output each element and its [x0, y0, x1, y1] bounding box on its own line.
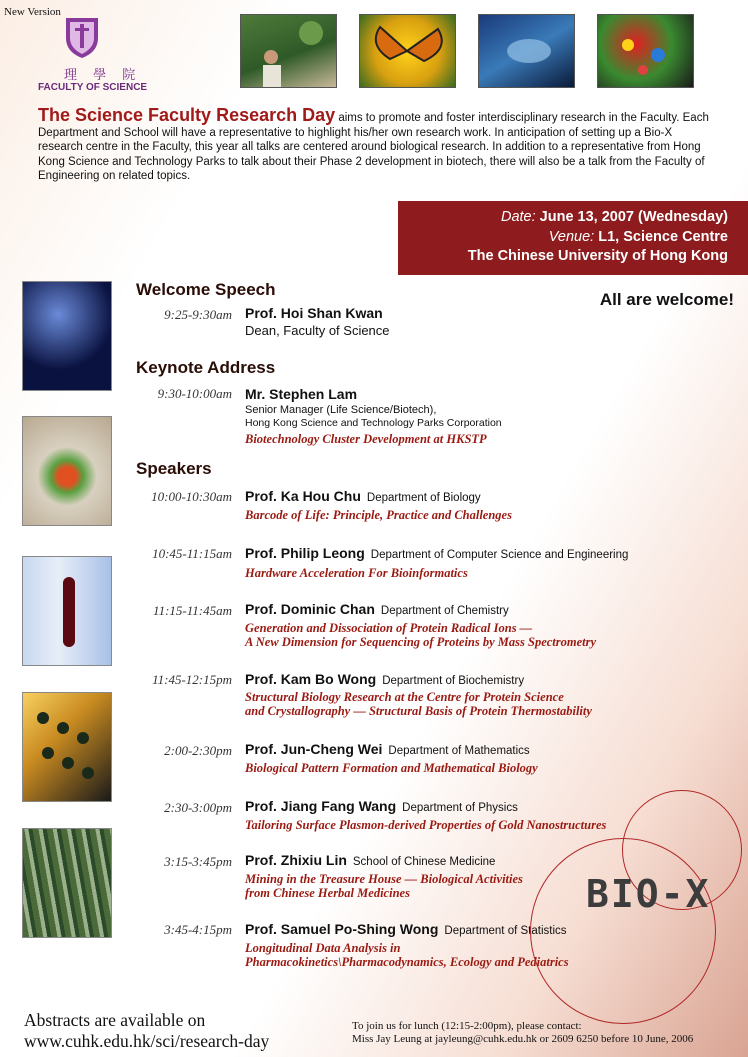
keynote-speaker-name: Mr. Stephen Lam — [245, 386, 358, 402]
crest-chinese-text: 理 學 院 — [64, 68, 142, 83]
talk-title-line2: and Crystallography — Structural Basis of Protein Thermostability — [245, 704, 592, 718]
date-label: Date: — [500, 209, 536, 225]
speaker-department: Department of Computer Science and Engineering — [370, 549, 629, 561]
venue-label: Venue: — [548, 229, 595, 245]
talk-title-line1: Generation and Dissociation of Protein Radical Ions — — [245, 621, 533, 635]
speaker-name-text: Prof. Dominic Chan — [245, 601, 375, 617]
welcome-speech-heading: Welcome Speech — [136, 280, 276, 299]
speaker-time: 11:45-12:15pm — [152, 672, 232, 687]
lunch-contact — [352, 1020, 693, 1046]
venue-row — [549, 229, 728, 245]
speaker-time: 3:45-4:15pm — [164, 922, 232, 937]
speaker-name-text: Prof. Philip Leong — [245, 545, 365, 561]
intro-lead: The Science Faculty Research Day — [38, 105, 336, 125]
speaker-name — [245, 671, 524, 687]
date-value: June 13, 2007 (Wednesday) — [539, 209, 728, 225]
speaker-time: 11:15-11:45am — [153, 603, 232, 618]
talk-title-line2: Pharmacokinetics\Pharmacodynamics, Ecology and Pediatrics — [245, 955, 569, 969]
greenhouse-photo — [240, 14, 337, 88]
biox-logo: BIO-X — [586, 872, 711, 916]
abstracts-line1: Abstracts are available on — [24, 1010, 206, 1030]
speaker-department: Department of Biology — [366, 492, 481, 504]
speaker-name-text: Prof. Kam Bo Wong — [245, 671, 377, 687]
speaker-name — [245, 852, 495, 868]
speaker-time: 2:00-2:30pm — [164, 743, 232, 758]
keynote-role-line2: Hong Kong Science and Technology Parks Corporation — [245, 417, 502, 429]
speaker-time: 10:00-10:30am — [151, 489, 232, 504]
talk-title-line1: Structural Biology Research at the Centre for Protein Science — [245, 690, 564, 704]
talk-title-line2: A New Dimension for Sequencing of Proteins by Mass Spectrometry — [245, 635, 597, 649]
institution-name: The Chinese University of Hong Kong — [467, 248, 728, 264]
date-row — [501, 209, 728, 225]
speaker-name-text: Prof. Ka Hou Chu — [245, 488, 361, 504]
talk-title-line1: Hardware Acceleration For Bioinformatics — [245, 566, 468, 580]
intro-text: aims to promote and foster interdisciplinary research in the Faculty. Each Department and School will have a representative to highlight his/her own research work. In anticipation of setting up a Bio-X research centre in the Faculty, this year all talks are centered around biological research. In addition to a representative from Hong Kong Science and Technology Parks to talk about their Phase 2 development in biotech, there will also be a talk from the Faculty of Engineering on related topics. — [38, 112, 709, 182]
decorative-circle-large — [530, 838, 716, 1024]
speaker-name — [245, 488, 481, 504]
lunch-line2: Miss Jay Leung at jayleung@cuhk.edu.hk or 2609 6250 before 10 June, 2006 — [352, 1033, 694, 1045]
talk-title-line1: Longitudinal Data Analysis in — [245, 941, 401, 955]
speaker-name-text: Prof. Zhixiu Lin — [245, 852, 347, 868]
talk-title-line1: Biological Pattern Formation and Mathematical Biology — [245, 761, 538, 775]
abstracts-notice — [24, 1010, 269, 1052]
speaker-name-text: Prof. Samuel Po-Shing Wong — [245, 921, 439, 937]
lab-equipment-photo — [478, 14, 575, 88]
butterfly-photo — [359, 14, 456, 88]
speaker-name — [245, 601, 509, 617]
speaker-department: Department of Physics — [402, 802, 518, 814]
all-welcome-text: All are welcome! — [599, 290, 734, 309]
speaker-time: 10:45-11:15am — [152, 546, 232, 561]
speaker-name-text: Prof. Jun-Cheng Wei — [245, 741, 383, 757]
talk-title-line1: Tailoring Surface Plasmon-derived Properties of Gold Nanostructures — [245, 818, 607, 832]
speaker-department: Department of Statistics — [444, 925, 567, 937]
keynote-heading: Keynote Address — [136, 358, 276, 377]
lunch-line1: To join us for lunch (12:15-2:00pm), please contact: — [352, 1020, 582, 1032]
speaker-name — [245, 798, 518, 814]
petri-dishes-photo — [22, 416, 112, 526]
keynote-time: 9:30-10:00am — [157, 386, 232, 401]
venue-value: L1, Science Centre — [598, 229, 728, 245]
speaker-name — [245, 921, 567, 937]
talk-title-line2: from Chinese Herbal Medicines — [245, 886, 410, 900]
event-details-box — [398, 201, 748, 275]
welcome-time: 9:25-9:30am — [164, 307, 232, 322]
speaker-department: Department of Biochemistry — [382, 675, 525, 687]
crest-english-text: FACULTY OF SCIENCE — [38, 82, 148, 93]
keynote-role-line1: Senior Manager (Life Science/Biotech), — [245, 404, 437, 416]
talk-title-line1: Barcode of Life: Principle, Practice and Challenges — [245, 508, 512, 522]
intro-paragraph — [38, 105, 710, 184]
welcome-speaker-name: Prof. Hoi Shan Kwan — [245, 305, 383, 321]
speaker-time: 3:15-3:45pm — [164, 854, 232, 869]
molecule-photo — [597, 14, 694, 88]
welcome-speaker-role: Dean, Faculty of Science — [245, 323, 390, 338]
talk-title-line1: Mining in the Treasure House — Biological Activities — [245, 872, 523, 886]
speaker-name — [245, 741, 530, 757]
speaker-department: Department of Chemistry — [380, 605, 509, 617]
faculty-crest-logo — [62, 14, 102, 60]
version-label: New Version — [4, 6, 61, 18]
speaker-department: Department of Mathematics — [388, 745, 530, 757]
keynote-talk-title: Biotechnology Cluster Development at HKSTP — [245, 432, 487, 446]
speakers-heading: Speakers — [136, 459, 212, 478]
speaker-department: School of Chinese Medicine — [352, 856, 496, 868]
speaker-name-text: Prof. Jiang Fang Wang — [245, 798, 397, 814]
abstracts-url[interactable]: www.cuhk.edu.hk/sci/research-day — [24, 1031, 270, 1051]
microscope-photo — [22, 281, 112, 391]
speaker-time: 2:30-3:00pm — [164, 800, 232, 815]
speaker-name — [245, 545, 628, 561]
